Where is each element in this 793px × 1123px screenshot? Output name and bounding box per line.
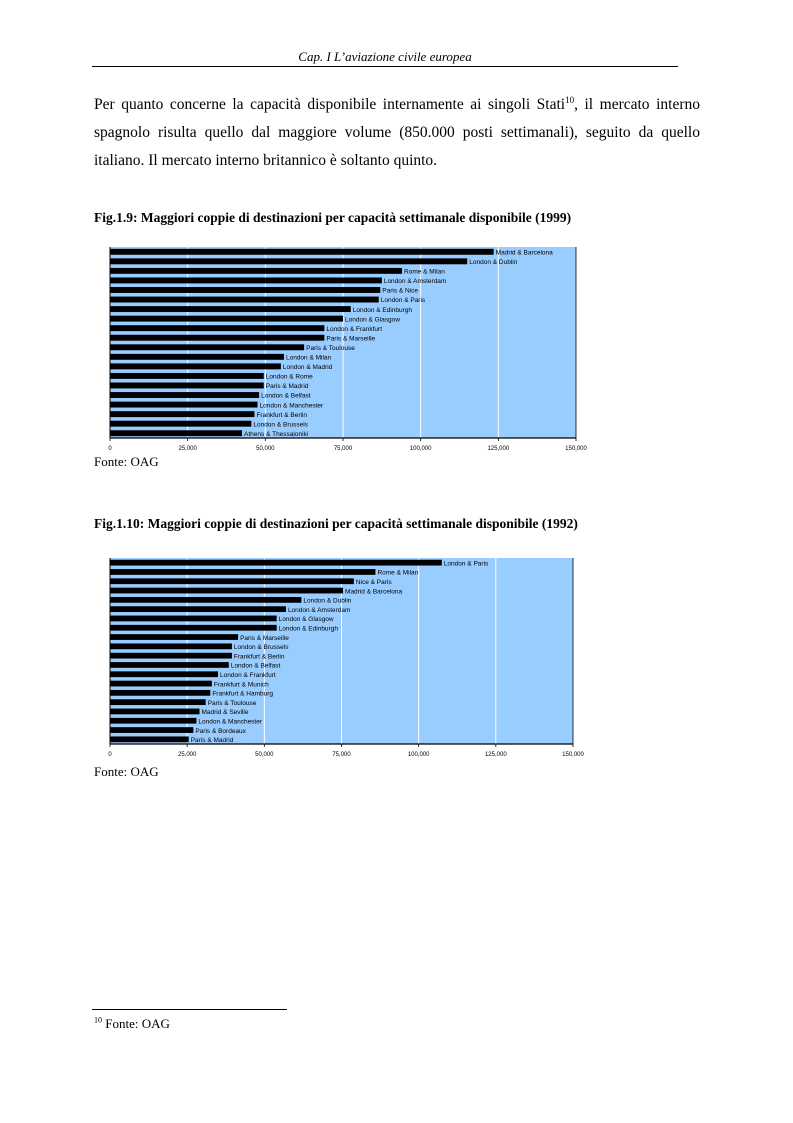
bar	[110, 588, 343, 594]
bar	[110, 287, 380, 293]
x-tick-label: 150,000	[562, 752, 584, 758]
bar	[110, 421, 251, 427]
bar	[110, 736, 189, 742]
bar-label: London & Brussels	[253, 421, 308, 429]
x-tick-label: 0	[108, 446, 112, 452]
bar	[110, 402, 258, 408]
bar-label: London & Glasgow	[345, 316, 400, 324]
bar	[110, 634, 238, 640]
bar-label: London & Manchester	[259, 402, 324, 410]
bar	[110, 643, 232, 649]
bar	[110, 354, 284, 360]
bar-label: Frankfurt & Hamburg	[212, 690, 274, 698]
x-tick-label: 100,000	[407, 752, 430, 758]
bar	[110, 671, 218, 677]
x-tick-label: 150,000	[565, 446, 587, 452]
bar-label: London & Brussels	[233, 644, 289, 652]
bar	[110, 392, 259, 398]
bar	[110, 277, 382, 283]
paragraph-text-end: , il mercato interno spagnolo risulta quello dal maggiore volume (850.000 posti settimanali), seguito da quello italiano. Il mercato interno britannico è soltanto quinto.	[94, 96, 700, 169]
bar-label: Nice & Paris	[355, 578, 392, 586]
bar-label: Frankfurt & Berlin	[256, 411, 308, 419]
bar	[110, 569, 375, 575]
figure-caption-2: Fig.1.10: Maggiori coppie di destinazioni per capacità settimanale disponibile (1992)	[94, 516, 578, 531]
bar	[110, 258, 467, 264]
bar	[110, 653, 232, 659]
bar	[110, 718, 196, 724]
x-tick-label: 50,000	[255, 752, 274, 758]
bar	[110, 606, 286, 612]
figure-source-2: Fonte: OAG	[94, 764, 159, 779]
body-paragraph	[94, 91, 700, 175]
bar-label: Madrid & Barcelona	[495, 249, 553, 257]
bar-label: Madrid & Barcelona	[345, 588, 403, 596]
bar	[110, 690, 210, 696]
x-tick-label: 100,000	[409, 446, 432, 452]
bar-label: Paris & Toulouse	[207, 699, 257, 707]
bar	[110, 306, 351, 312]
bar-label: London & Belfast	[230, 662, 281, 670]
bar-label: Paris & Marseille	[240, 634, 289, 642]
bar-label: Paris & Marseille	[326, 335, 376, 343]
x-tick-label: 125,000	[484, 752, 507, 758]
bar-label: Paris & Bordeaux	[195, 727, 246, 735]
bar-label: London & Edinburgh	[352, 306, 413, 314]
figure-source-1: Fonte: OAG	[94, 454, 159, 469]
x-tick-label: 25,000	[178, 446, 197, 452]
footnote-reference[interactable]: 10	[565, 94, 575, 105]
bar	[110, 430, 242, 436]
bar-label: London & Amsterdam	[383, 278, 447, 286]
x-tick-label: 25,000	[177, 752, 197, 758]
bar-label: Rome & Milan	[404, 268, 445, 276]
bar	[110, 363, 281, 369]
bar	[110, 335, 324, 341]
bar-label: London & Paris	[380, 297, 426, 305]
footnote-rule	[92, 1009, 287, 1010]
bar	[110, 268, 402, 274]
bar-label: London & Frankfurt	[326, 325, 383, 333]
bar	[110, 578, 354, 584]
bar	[110, 316, 343, 322]
bar	[110, 699, 206, 705]
running-head: Cap. I L’aviazione civile europea	[298, 49, 472, 64]
bar-label: Paris & Madrid	[265, 383, 309, 391]
bar	[110, 709, 200, 715]
bar	[110, 625, 277, 631]
bar	[110, 597, 301, 603]
header-rule	[92, 66, 678, 67]
bar	[110, 727, 193, 733]
bar	[110, 616, 277, 622]
bar	[110, 297, 379, 303]
bar-label: Rome & Milan	[377, 569, 419, 577]
bar-label: London & Glasgow	[278, 616, 334, 624]
bar-label: London & Frankfurt	[220, 671, 276, 679]
x-tick-label: 75,000	[333, 446, 353, 452]
bar	[110, 325, 324, 331]
bar-label: Paris & Nice	[382, 287, 419, 295]
bar-label: London & Edinburgh	[278, 625, 338, 633]
bar	[110, 344, 304, 350]
bar-label: Paris & Toulouse	[306, 344, 355, 352]
footnote	[94, 1016, 170, 1032]
figure-caption-1: Fig.1.9: Maggiori coppie di destinazioni per capacità settimanale disponibile (1999)	[94, 210, 572, 225]
bar	[110, 383, 264, 389]
bar-label: Athens & Thessaloniki	[244, 430, 309, 438]
bar-label: London & Madrid	[282, 364, 333, 372]
bar-label: London & Paris	[443, 560, 489, 568]
bar-label: Frankfurt & Berlin	[233, 653, 285, 661]
bar-label: London & Dublin	[469, 259, 518, 267]
x-tick-label: 75,000	[332, 752, 351, 758]
x-tick-label: 0	[108, 752, 112, 758]
bar	[110, 411, 254, 417]
bar	[110, 373, 264, 379]
bar-label: London & Milan	[285, 354, 332, 362]
bar	[110, 249, 494, 255]
footnote-text: Fonte: OAG	[102, 1016, 170, 1031]
bar-label: London & Belfast	[261, 392, 311, 400]
bar-label: London & Amsterdam	[287, 606, 351, 614]
footnote-number: 10	[94, 1015, 102, 1025]
bar	[110, 681, 212, 687]
bar-chart-1992	[100, 555, 600, 765]
bar-label: London & Rome	[265, 373, 313, 381]
bar-label: Paris & Madrid	[190, 737, 234, 745]
bar-label: Frankfurt & Munich	[213, 681, 269, 689]
bar	[110, 662, 229, 668]
bar-label: London & Dublin	[303, 597, 352, 605]
x-tick-label: 125,000	[487, 446, 510, 452]
paragraph-text-start: Per quanto concerne la capacità disponibile internamente ai singoli Stati	[94, 96, 566, 113]
x-tick-label: 50,000	[256, 446, 275, 452]
bar-label: London & Manchester	[198, 718, 263, 726]
bar	[110, 560, 442, 566]
bar-label: Madrid & Seville	[201, 709, 249, 717]
bar-chart-1999	[100, 244, 600, 456]
